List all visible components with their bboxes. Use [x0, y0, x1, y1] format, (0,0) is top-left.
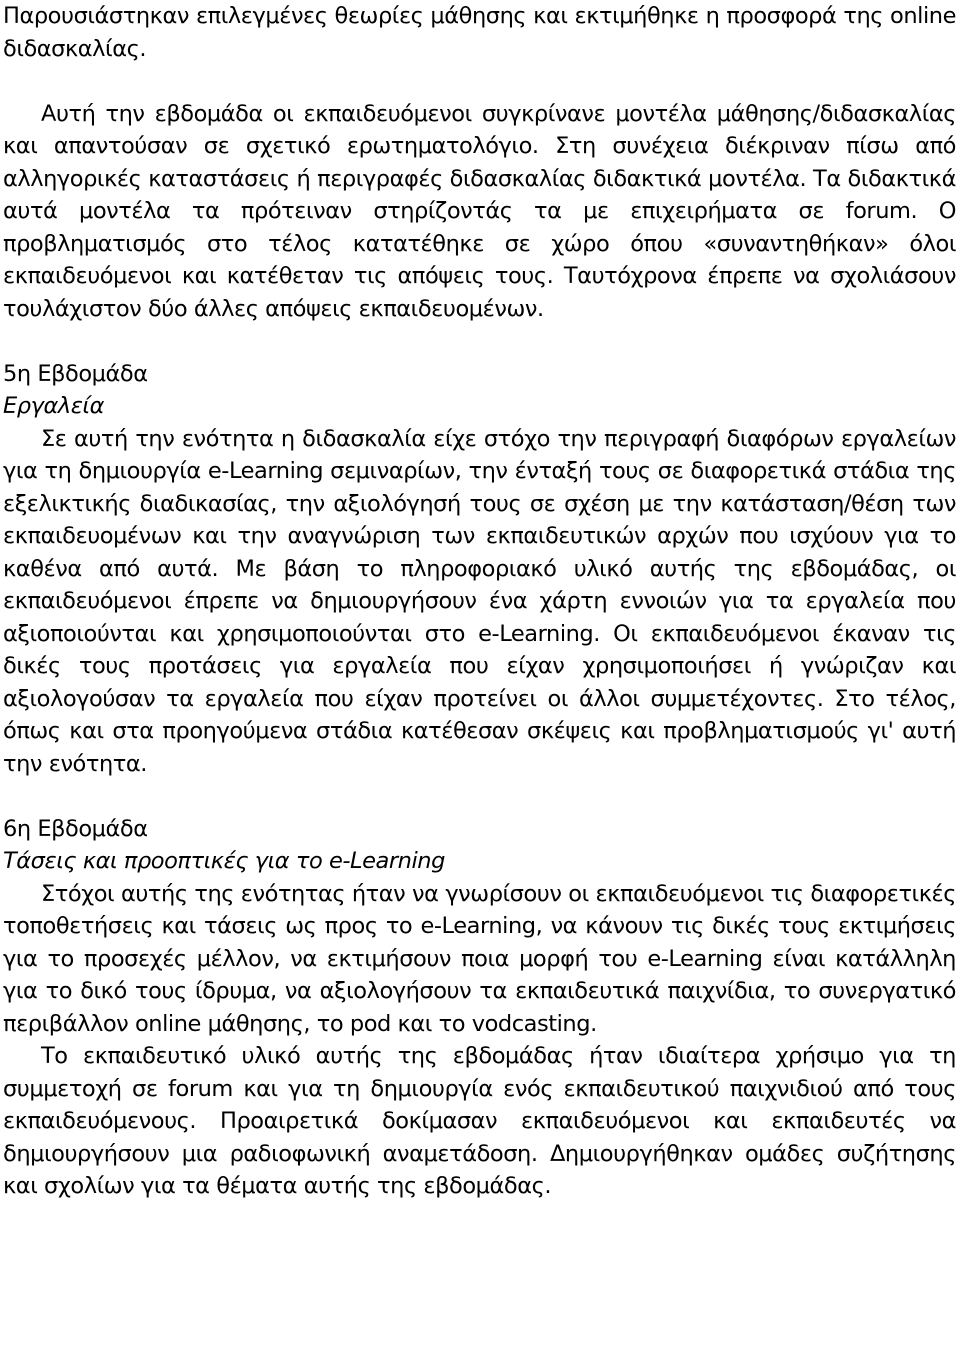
week6-heading: 6η Εβδομάδα: [3, 815, 148, 842]
week6-section: [3, 813, 956, 1203]
week5-heading: 5η Εβδομάδα: [3, 360, 148, 387]
week6-subtitle: Τάσεις και προοπτικές για το e-Learning: [3, 848, 445, 874]
week5-paragraph: Σε αυτή την ενότητα η διδασκαλία είχε στόχο την περιγραφή διαφόρων εργαλείων για τη δημιουργία e-Learning σεμιναρίων, την ένταξή τους σε διαφορετικά στάδια της εξελικτικής διαδικασίας, την αξιολόγησή τους σε σχέση με την κατάσταση/θέση των εκπαιδευομένων και την αναγνώριση των εκπαιδευτικών αρχών που ισχύουν για το καθένα από αυτά. Με βάση το πληροφοριακό υλικό αυτής της εβδομάδας, οι εκπαιδευόμενοι έπρεπε να δημιουργήσουν ένα χάρτη εννοιών για τα εργαλεία που αξιοποιούνται και χρησιμοποιούνται στο e-Learning. Οι εκπαιδευόμενοι έκαναν τις δικές τους προτάσεις για εργαλεία που είχαν χρησιμοποιήσει ή γνώριζαν και αξιολογούσαν τα εργαλεία που είχαν προτείνει οι άλλοι συμμετέχοντες. Στο τέλος, όπως και στα προηγούμενα στάδια κατέθεσαν σκέψεις και προβληματισμούς γι' αυτή την ενότητα.: [3, 425, 956, 777]
week6-paragraph-2: Το εκπαιδευτικό υλικό αυτής της εβδομάδας ήταν ιδιαίτερα χρήσιμο για τη συμμετοχή σε forum και για τη δημιουργία ενός εκπαιδευτικού παιχνιδιού από τους εκπαιδευόμενους. Προαιρετικά δοκίμασαν εκπαιδευόμενοι και εκπαιδευτές να δημιουργήσουν μια ραδιοφωνική αναμετάδοση. Δημιουργήθηκαν ομάδες συζήτησης και σχολίων για τα θέματα αυτής της εβδομάδας.: [3, 1043, 956, 1199]
week5-section: [3, 358, 956, 781]
week6-paragraph-1: Στόχοι αυτής της ενότητας ήταν να γνωρίσουν οι εκπαιδευόμενοι τις διαφορετικές τοποθετήσεις και τάσεις ως προς το e-Learning, να κάνουν τις δικές τους εκτιμήσεις για το προσεχές μέλλον, να εκτιμήσουν ποια μορφή του e-Learning είναι κατάλληλη για το δικό τους ίδρυμα, να αξιολογήσουν τα εκπαιδευτικά παιχνίδια, το συνεργατικό περιβάλλον online μάθησης, το pod και το vodcasting.: [3, 880, 956, 1037]
week4-paragraph: Αυτή την εβδομάδα οι εκπαιδευόμενοι συγκρίνανε μοντέλα μάθησης/διδασκαλίας και απαντούσαν σε σχετικό ερωτηματολόγιο. Στη συνέχεια διέκριναν πίσω από αλληγορικές καταστάσεις ή περιγραφές διδασκαλίας διδακτικά μοντέλα. Τα διδακτικά αυτά μοντέλα τα πρότειναν στηρίζοντάς τα με επιχειρήματα σε forum. Ο προβληματισμός στο τέλος κατατέθηκε σε χώρο όπου «συναντηθήκαν» όλοι εκπαιδευόμενοι και κατέθεταν τις απόψεις τους. Ταυτόχρονα έπρεπε να σχολιάσουν τουλάχιστον δύο άλλες απόψεις εκπαιδευομένων.: [3, 100, 956, 322]
intro-paragraph: Παρουσιάστηκαν επιλεγμένες θεωρίες μάθησης και εκτιμήθηκε η προσφορά της online διδασκαλίας.: [3, 3, 956, 62]
week5-subtitle: Εργαλεία: [3, 393, 104, 419]
